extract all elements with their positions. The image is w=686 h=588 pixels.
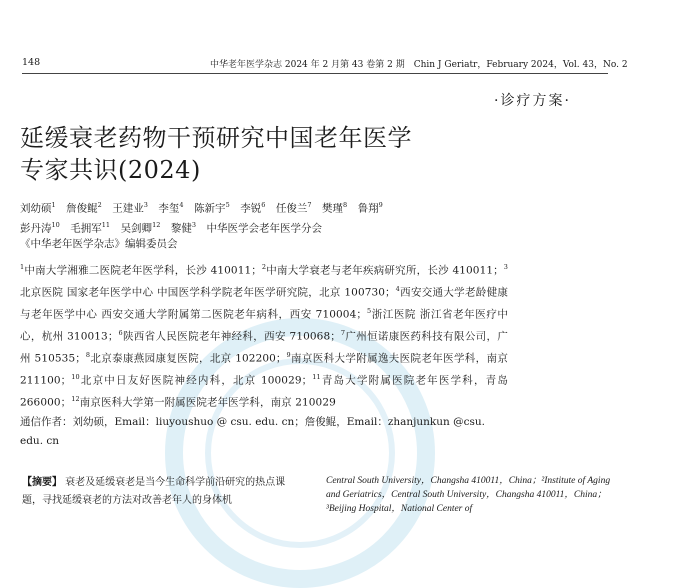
- author-affil-mark: 6: [261, 201, 266, 209]
- affiliation-number: 9: [286, 351, 291, 359]
- author-affil-mark: 2: [97, 201, 102, 209]
- author-name: 李锐: [240, 202, 262, 215]
- affiliation-text: 南京医科大学附属逸夫医院老年医学科，南京 211100；: [20, 352, 508, 387]
- author-affil-mark: 3: [143, 201, 148, 209]
- author-affil-mark: 4: [179, 201, 184, 209]
- author-affil-mark: 12: [152, 221, 161, 229]
- affiliation-text: 北京医院 国家老年医学中心 中国医学科学院老年医学研究院，北京 100730；: [20, 286, 396, 299]
- correspondence: 通信作者：刘幼硕，Email：liuyoushuo @ csu. edu. cn；詹俊鲲，Email：zhanjunkun @csu. edu. cn: [20, 416, 486, 447]
- author-name: 任俊兰: [275, 202, 308, 215]
- author-name: 刘幼硕: [20, 202, 52, 215]
- affiliation-text: 浙江医院 浙江省老年医疗中心，杭州 310013；: [20, 308, 508, 343]
- article-title-line2: 专家共识(2024): [20, 156, 201, 184]
- affiliation-number: 2: [261, 263, 267, 271]
- affiliation-number: 8: [85, 351, 91, 359]
- affiliation-number: 4: [395, 285, 400, 293]
- abstract-english-affiliations: Central South University，Changsha 410011，China；²Institute of Aging and Geriatrics，Central South University，Changsha 410011，China；³Beijing Hospital，National Center of: [326, 476, 611, 514]
- abstract-text: 衰老及延缓衰老是当今生命科学前沿研究的热点课题，寻找延缓衰老的方法对改善老年人的身体机: [22, 477, 286, 506]
- affiliation-number: 7: [340, 329, 346, 337]
- author-affil-mark: 10: [51, 221, 60, 229]
- author-list-line3: 《中华老年医学杂志》编辑委员会: [20, 238, 178, 250]
- affiliation-text: 北京泰康燕园康复医院，北京 102200；: [90, 352, 287, 365]
- author-affil-mark: 11: [101, 221, 111, 229]
- page-number: 148: [22, 57, 41, 68]
- author-name: 鲁翔: [357, 202, 379, 215]
- header-rule: [22, 73, 608, 74]
- author-list-line1: [20, 197, 383, 217]
- affiliation-number: 10: [71, 373, 80, 381]
- affiliation-number: 11: [312, 373, 321, 381]
- journal-running-header: 中华老年医学杂志 2024 年 2 月第 43 卷第 2 期 Chin J Geriatr，February 2024，Vol. 43，No. 2: [210, 60, 628, 70]
- section-label: ·诊疗方案·: [494, 93, 571, 109]
- author-name: 陈新宇: [194, 202, 226, 215]
- affiliation-text: 中南大学湘雅二医院老年医学科，长沙 410011；: [24, 264, 262, 277]
- author-name: 毛拥军: [70, 222, 102, 235]
- author-affil-mark: 5: [225, 201, 230, 209]
- author-name: 樊瑾: [321, 202, 343, 215]
- affiliation-number: 3: [503, 263, 508, 271]
- author-name: 王建业: [112, 202, 144, 215]
- abstract-chinese: [22, 474, 304, 510]
- affiliation-text: 广州恒诺康医药科技有限公司，广州 510535；: [20, 330, 509, 365]
- affiliation-text: 南京医科大学第一附属医院老年医学科，南京 210029: [79, 396, 336, 409]
- affiliation-number: 5: [366, 307, 372, 315]
- affiliation-number: 12: [71, 395, 80, 403]
- affiliation-text: 陕西省人民医院老年神经科，西安 710068；: [122, 330, 341, 343]
- author-name: 中华医学会老年医学分会: [206, 222, 322, 235]
- affiliations: [20, 258, 508, 412]
- author-affil-mark: 1: [51, 201, 56, 209]
- author-affil-mark: 9: [378, 201, 383, 209]
- affiliation-text: 西安交通大学老龄健康与老年医学中心 西安交通大学附属第二医院老年病科，西安 710004；: [20, 286, 509, 321]
- author-name: 李玺: [158, 202, 180, 215]
- abstract-tag: 【摘要】: [22, 477, 62, 488]
- affiliation-number: 6: [118, 329, 123, 337]
- affiliation-text: 北京中日友好医院神经内科，北京 100029；: [79, 374, 313, 387]
- affiliation-text: 中南大学衰老与老年疾病研究所，长沙 410011；: [266, 264, 504, 277]
- article-title-line1: 延缓衰老药物干预研究中国老年医学: [20, 124, 412, 152]
- author-list-line2: [20, 217, 322, 237]
- affiliation-text: 青岛大学附属医院老年医学科，青岛 266000；: [20, 374, 508, 409]
- author-affil-mark: 3: [191, 221, 196, 229]
- author-name: 彭丹涛: [20, 222, 52, 235]
- author-affil-mark: 7: [307, 201, 312, 209]
- author-affil-mark: 8: [342, 201, 348, 209]
- author-name: 黎健: [170, 222, 192, 235]
- author-name: 詹俊鲲: [66, 202, 98, 215]
- author-name: 吴剑卿: [120, 222, 153, 235]
- affiliation-number: 1: [20, 263, 25, 271]
